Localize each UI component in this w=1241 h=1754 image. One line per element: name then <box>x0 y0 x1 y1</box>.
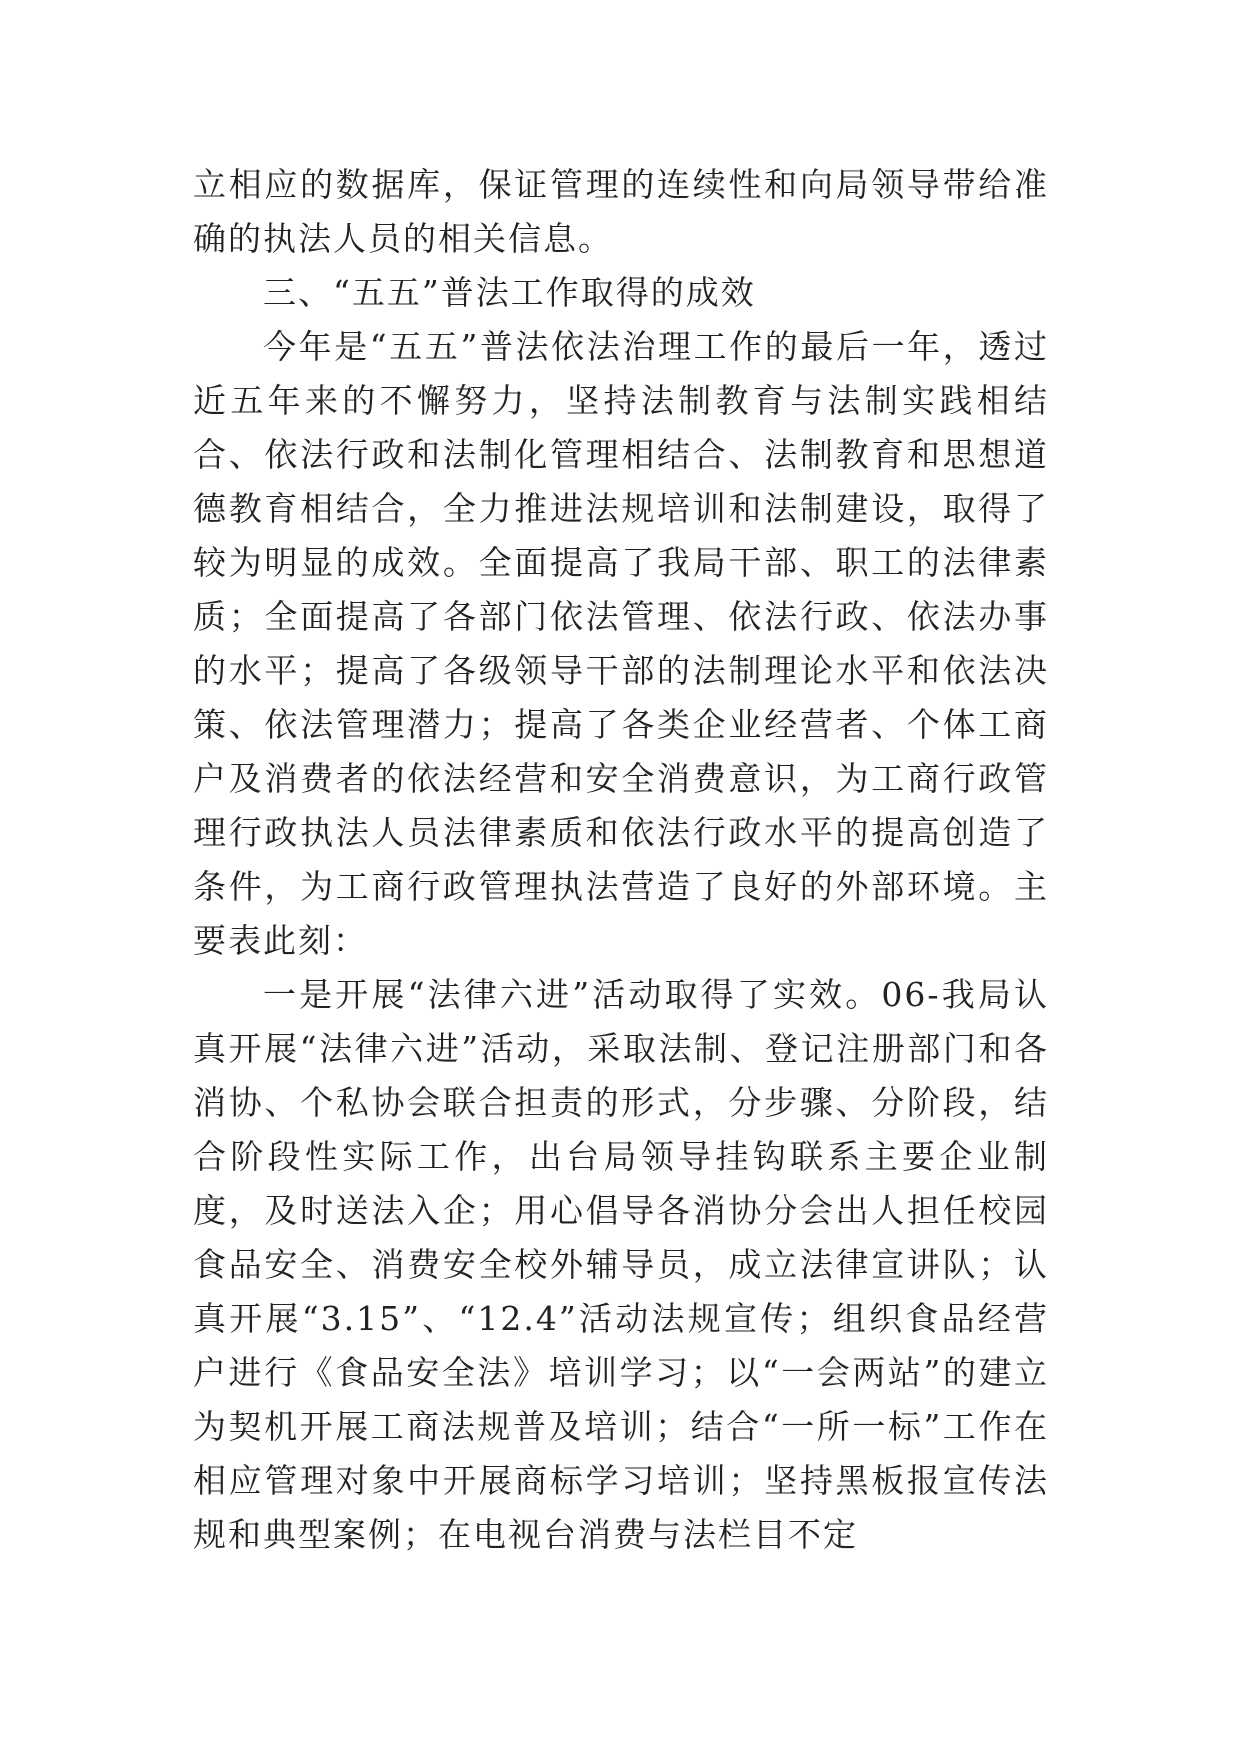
paragraph-law-six-entries: 一是开展“法律六进”活动取得了实效。06-我局认真开展“法律六进”活动，采取法制、登记注册部门和各消协、个私协会联合担责的形式，分步骤、分阶段，结合阶段性实际工作，出台局领导挂钩联系主要企业制度，及时送法入企；用心倡导各消协分会出人担任校园食品安全、消费安全校外辅导员，成立法律宣讲队；认真开展“3.15”、“12.4”活动法规宣传；组织食品经营户进行《食品安全法》培训学习；以“一会两站”的建立为契机开展工商法规普及培训；结合“一所一标”工作在相应管理对象中开展商标学习培训；坚持黑板报宣传法规和典型案例；在电视台消费与法栏目不定 <box>193 975 1049 1554</box>
paragraph-achievements: 今年是“五五”普法依法治理工作的最后一年，透过近五年来的不懈努力，坚持法制教育与法制实践相结合、依法行政和法制化管理相结合、法制教育和思想道德教育相结合，全力推进法规培训和法制建设，取得了较为明显的成效。全面提高了我局干部、职工的法律素质；全面提高了各部门依法管理、依法行政、依法办事的水平；提高了各级领导干部的法制理论水平和依法决策、依法管理潜力；提高了各类企业经营者、个体工商户及消费者的依法经营和安全消费意识，为工商行政管理行政执法人员法律素质和依法行政水平的提高创造了条件，为工商行政管理执法营造了良好的外部环境。主要表此刻： <box>193 327 1049 960</box>
document-body <box>193 158 1049 1562</box>
paragraph-continuation: 立相应的数据库，保证管理的连续性和向局领导带给准确的执法人员的相关信息。 <box>193 165 1049 258</box>
section-heading: 三、“五五”普法工作取得的成效 <box>263 273 756 312</box>
